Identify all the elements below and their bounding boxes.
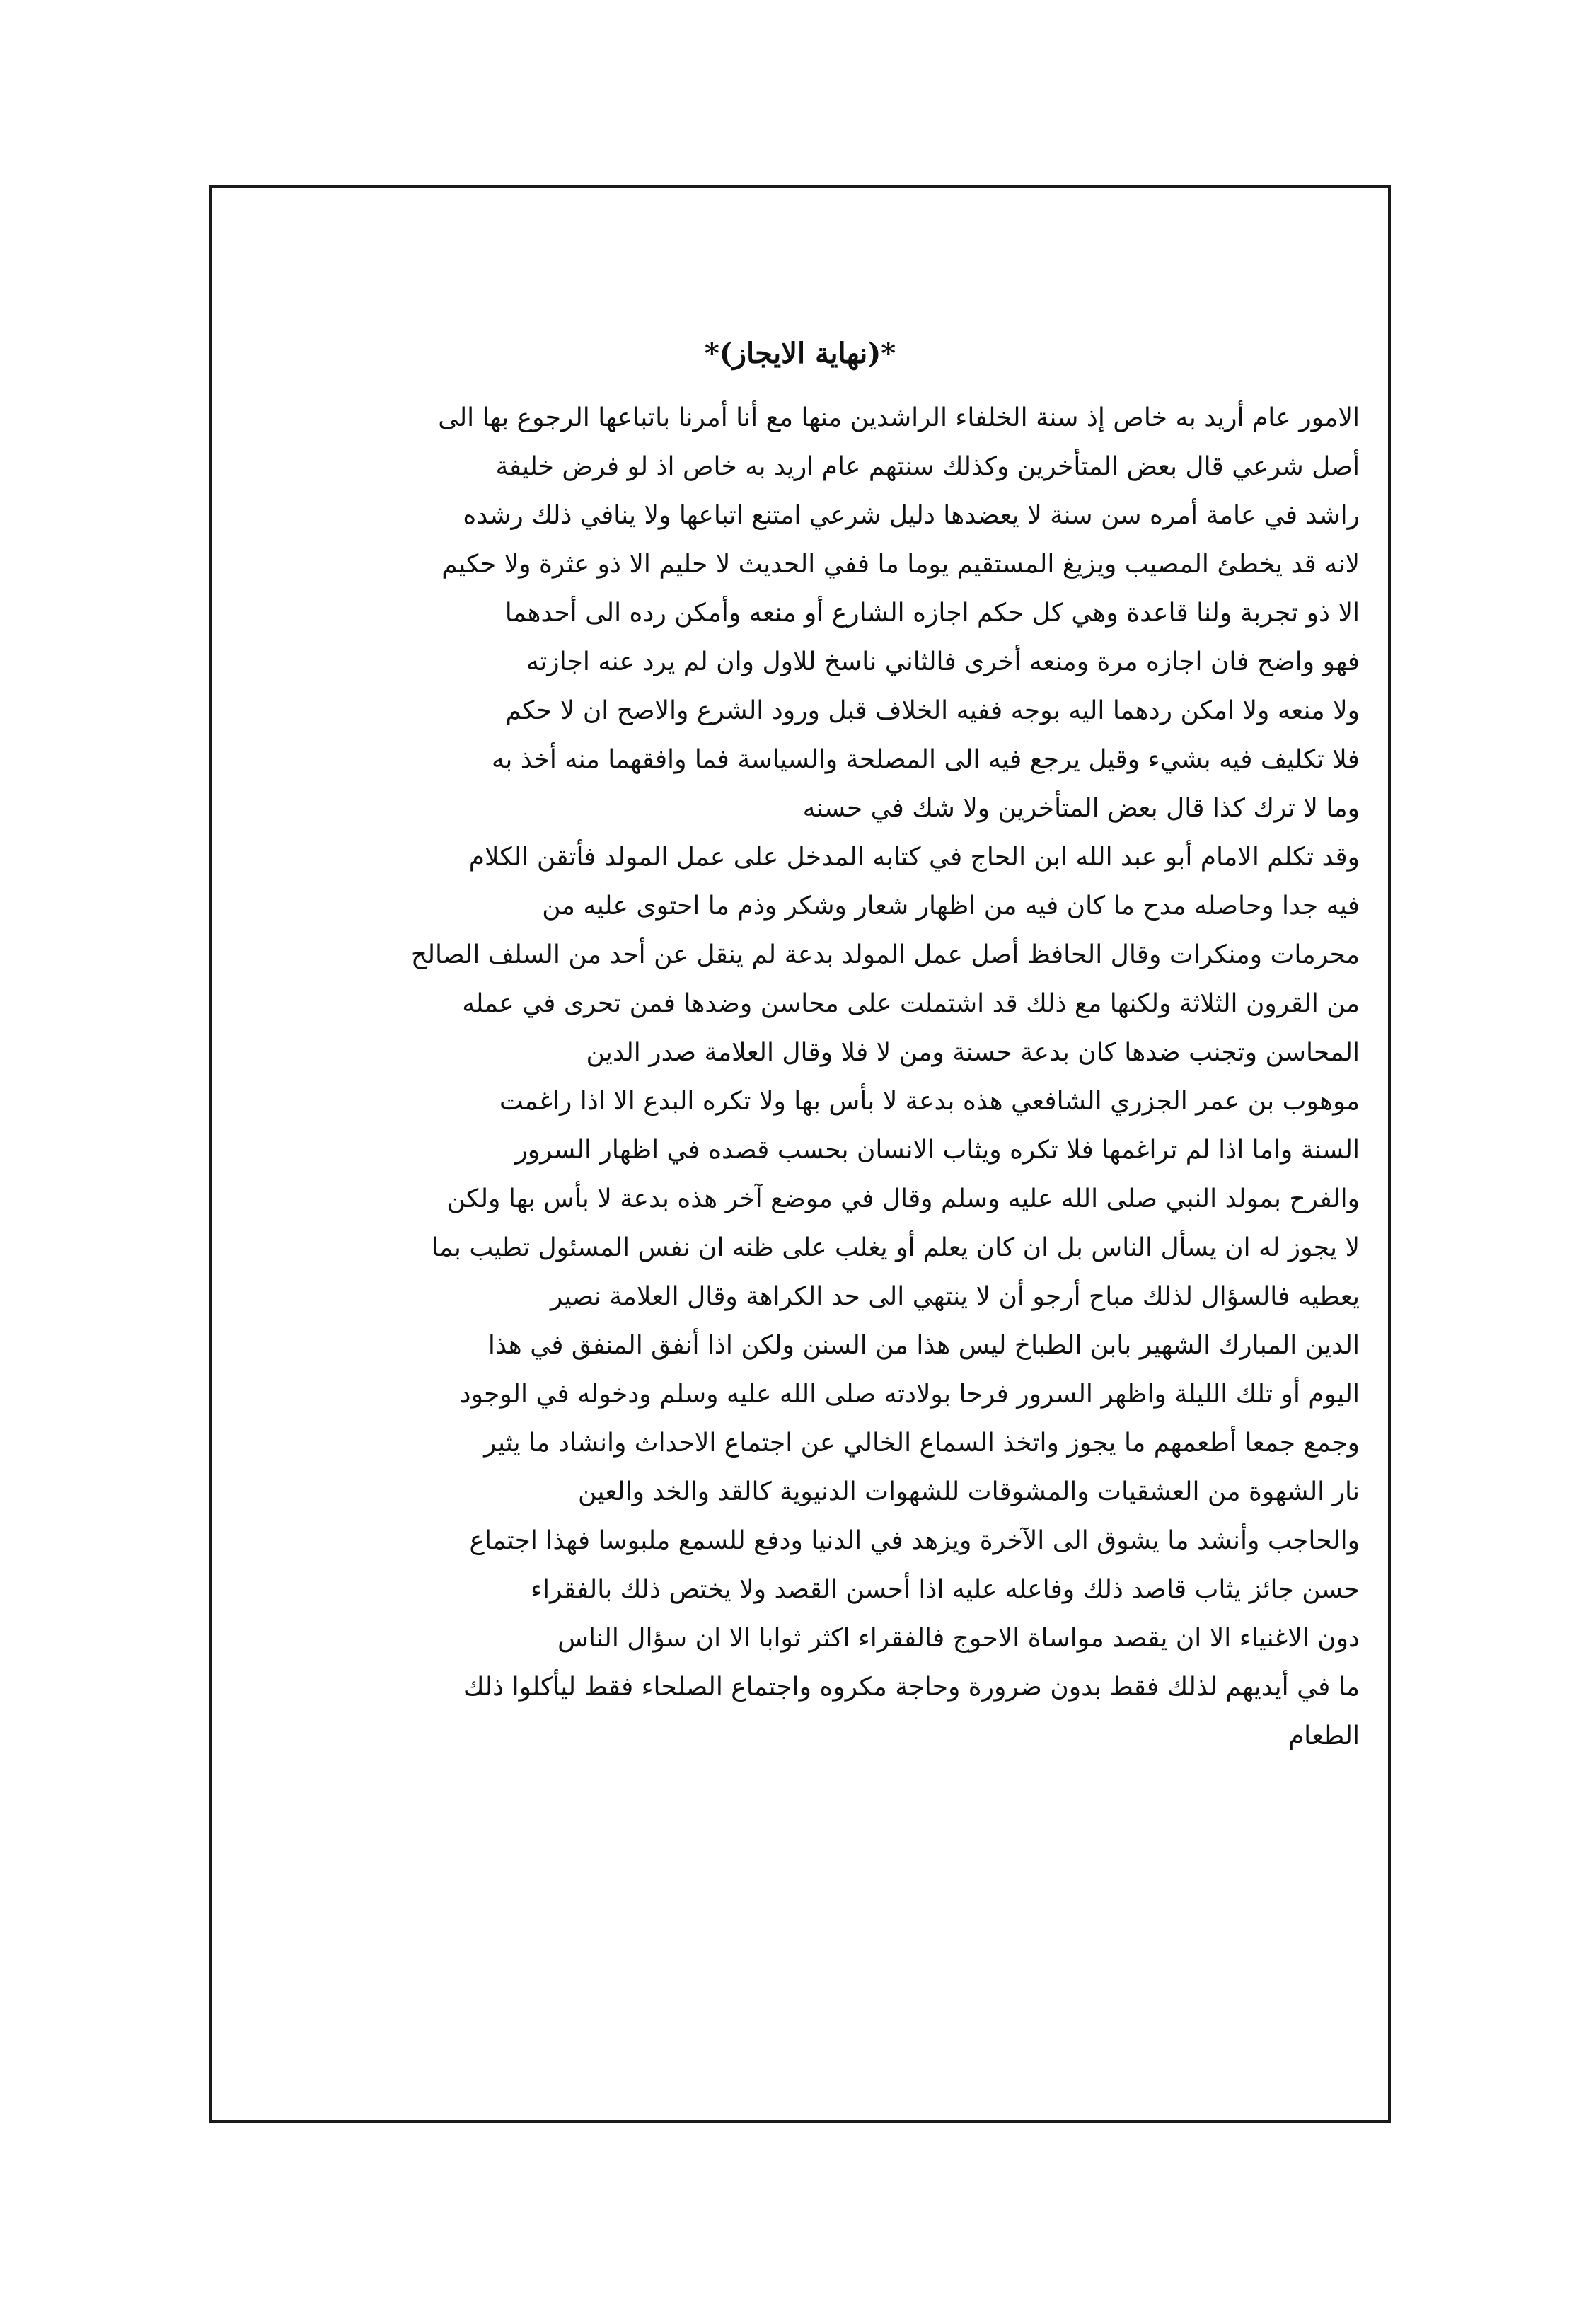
text-line: نار الشهوة من العشقيات والمشوقات للشهوات الدنيوية كالقد والخد والعين	[578, 1477, 1360, 1506]
text-line: وما لا ترك كذا قال بعض المتأخرين ولا شك في حسنه	[802, 794, 1360, 823]
text-line: المحاسن وتجنب ضدها كان بدعة حسنة ومن لا فلا وقال العلامة صدر الدين	[586, 1038, 1360, 1067]
text-line: الامور عام أريد به خاص إذ سنة الخلفاء الراشدين منها مع أنا أمرنا باتباعها الرجوع بها الى	[438, 403, 1360, 432]
text-line: أصل شرعي قال بعض المتأخرين وكذلك سنتهم عام اريد به خاص اذ لو فرض خليفة	[495, 452, 1360, 481]
text-line: ما في أيديهم لذلك فقط بدون ضرورة وحاجة مكروه واجتماع الصلحاء فقط ليأكلوا ذلك	[463, 1673, 1360, 1702]
text-line: اليوم أو تلك الليلة واظهر السرور فرحا بولادته صلى الله عليه وسلم ودخوله في الوجود	[459, 1380, 1360, 1409]
text-line: السنة واما اذا لم تراغمها فلا تكره ويثاب الانسان بحسب قصده في اظهار السرور	[515, 1136, 1360, 1165]
text-line: وقد تكلم الامام أبو عبد الله ابن الحاج في كتابه المدخل على عمل المولد فأتقن الكلام	[468, 843, 1360, 872]
text-line: دون الاغنياء الا ان يقصد مواساة الاحوج فالفقراء اكثر ثوابا الا ان سؤال الناس	[557, 1624, 1360, 1653]
text-line: راشد في عامة أمره سن سنة لا يعضدها دليل شرعي امتنع اتباعها ولا ينافي ذلك رشده	[463, 501, 1360, 530]
text-line: موهوب بن عمر الجزري الشافعي هذه بدعة لا بأس بها ولا تكره البدع الا اذا راغمت	[499, 1087, 1360, 1116]
text-line: ولا منعه ولا امكن ردهما اليه بوجه ففيه الخلاف قبل ورود الشرع والاصح ان لا حكم	[505, 696, 1360, 725]
text-line: من القرون الثلاثة ولكنها مع ذلك قد اشتملت على محاسن وضدها فمن تحرى في عمله	[462, 989, 1360, 1018]
text-line: فهو واضح فان اجازه مرة ومنعه أخرى فالثاني ناسخ للاول وان لم يرد عنه اجازته	[526, 647, 1360, 676]
text-line: يعطيه فالسؤال لذلك مباح أرجو أن لا ينتهي الى حد الكراهة وقال العلامة نصير	[550, 1282, 1360, 1311]
text-line: وجمع جمعا أطعمهم ما يجوز واتخذ السماع الخالي عن اجتماع الاحداث وانشاد ما يثير	[484, 1429, 1360, 1458]
text-line: حسن جائز يثاب قاصد ذلك وفاعله عليه اذا أحسن القصد ولا يختص ذلك بالفقراء	[531, 1575, 1360, 1604]
text-line: والفرح بمولد النبي صلى الله عليه وسلم وقال في موضع آخر هذه بدعة لا بأس بها ولكن	[446, 1184, 1360, 1213]
body-text	[260, 393, 1360, 1760]
text-line: محرمات ومنكرات وقال الحافظ أصل عمل المولد بدعة لم ينقل عن أحد من السلف الصالح	[410, 940, 1360, 969]
text-line: الا ذو تجربة ولنا قاعدة وهي كل حكم اجازه الشارع أو منعه وأمكن رده الى أحدهما	[504, 599, 1360, 628]
text-line: لا يجوز له ان يسأل الناس بل ان كان يعلم أو يغلب على ظنه ان نفس المسئول تطيب بما	[432, 1233, 1360, 1262]
text-line: الدين المبارك الشهير بابن الطباخ ليس هذا من السنن ولكن اذا أنفق المنفق في هذا	[487, 1331, 1360, 1360]
page-title: *(نهاية الايجاز)*	[704, 337, 896, 370]
text-line: فيه جدا وحاصله مدح ما كان فيه من اظهار شعار وشكر وذم ما احتوى عليه من	[542, 892, 1360, 921]
text-line: الطعام	[1288, 1721, 1360, 1750]
text-line: فلا تكليف فيه بشيء وقيل يرجع فيه الى المصلحة والسياسة فما وافقهما منه أخذ به	[492, 745, 1360, 774]
text-line: والحاجب وأنشد ما يشوق الى الآخرة ويزهد في الدنيا ودفع للسمع ملبوسا فهذا اجتماع	[469, 1526, 1360, 1555]
text-line: لانه قد يخطئ المصيب ويزيغ المستقيم يوما ما ففي الحديث لا حليم الا ذو عثرة ولا حكيم	[441, 550, 1360, 579]
